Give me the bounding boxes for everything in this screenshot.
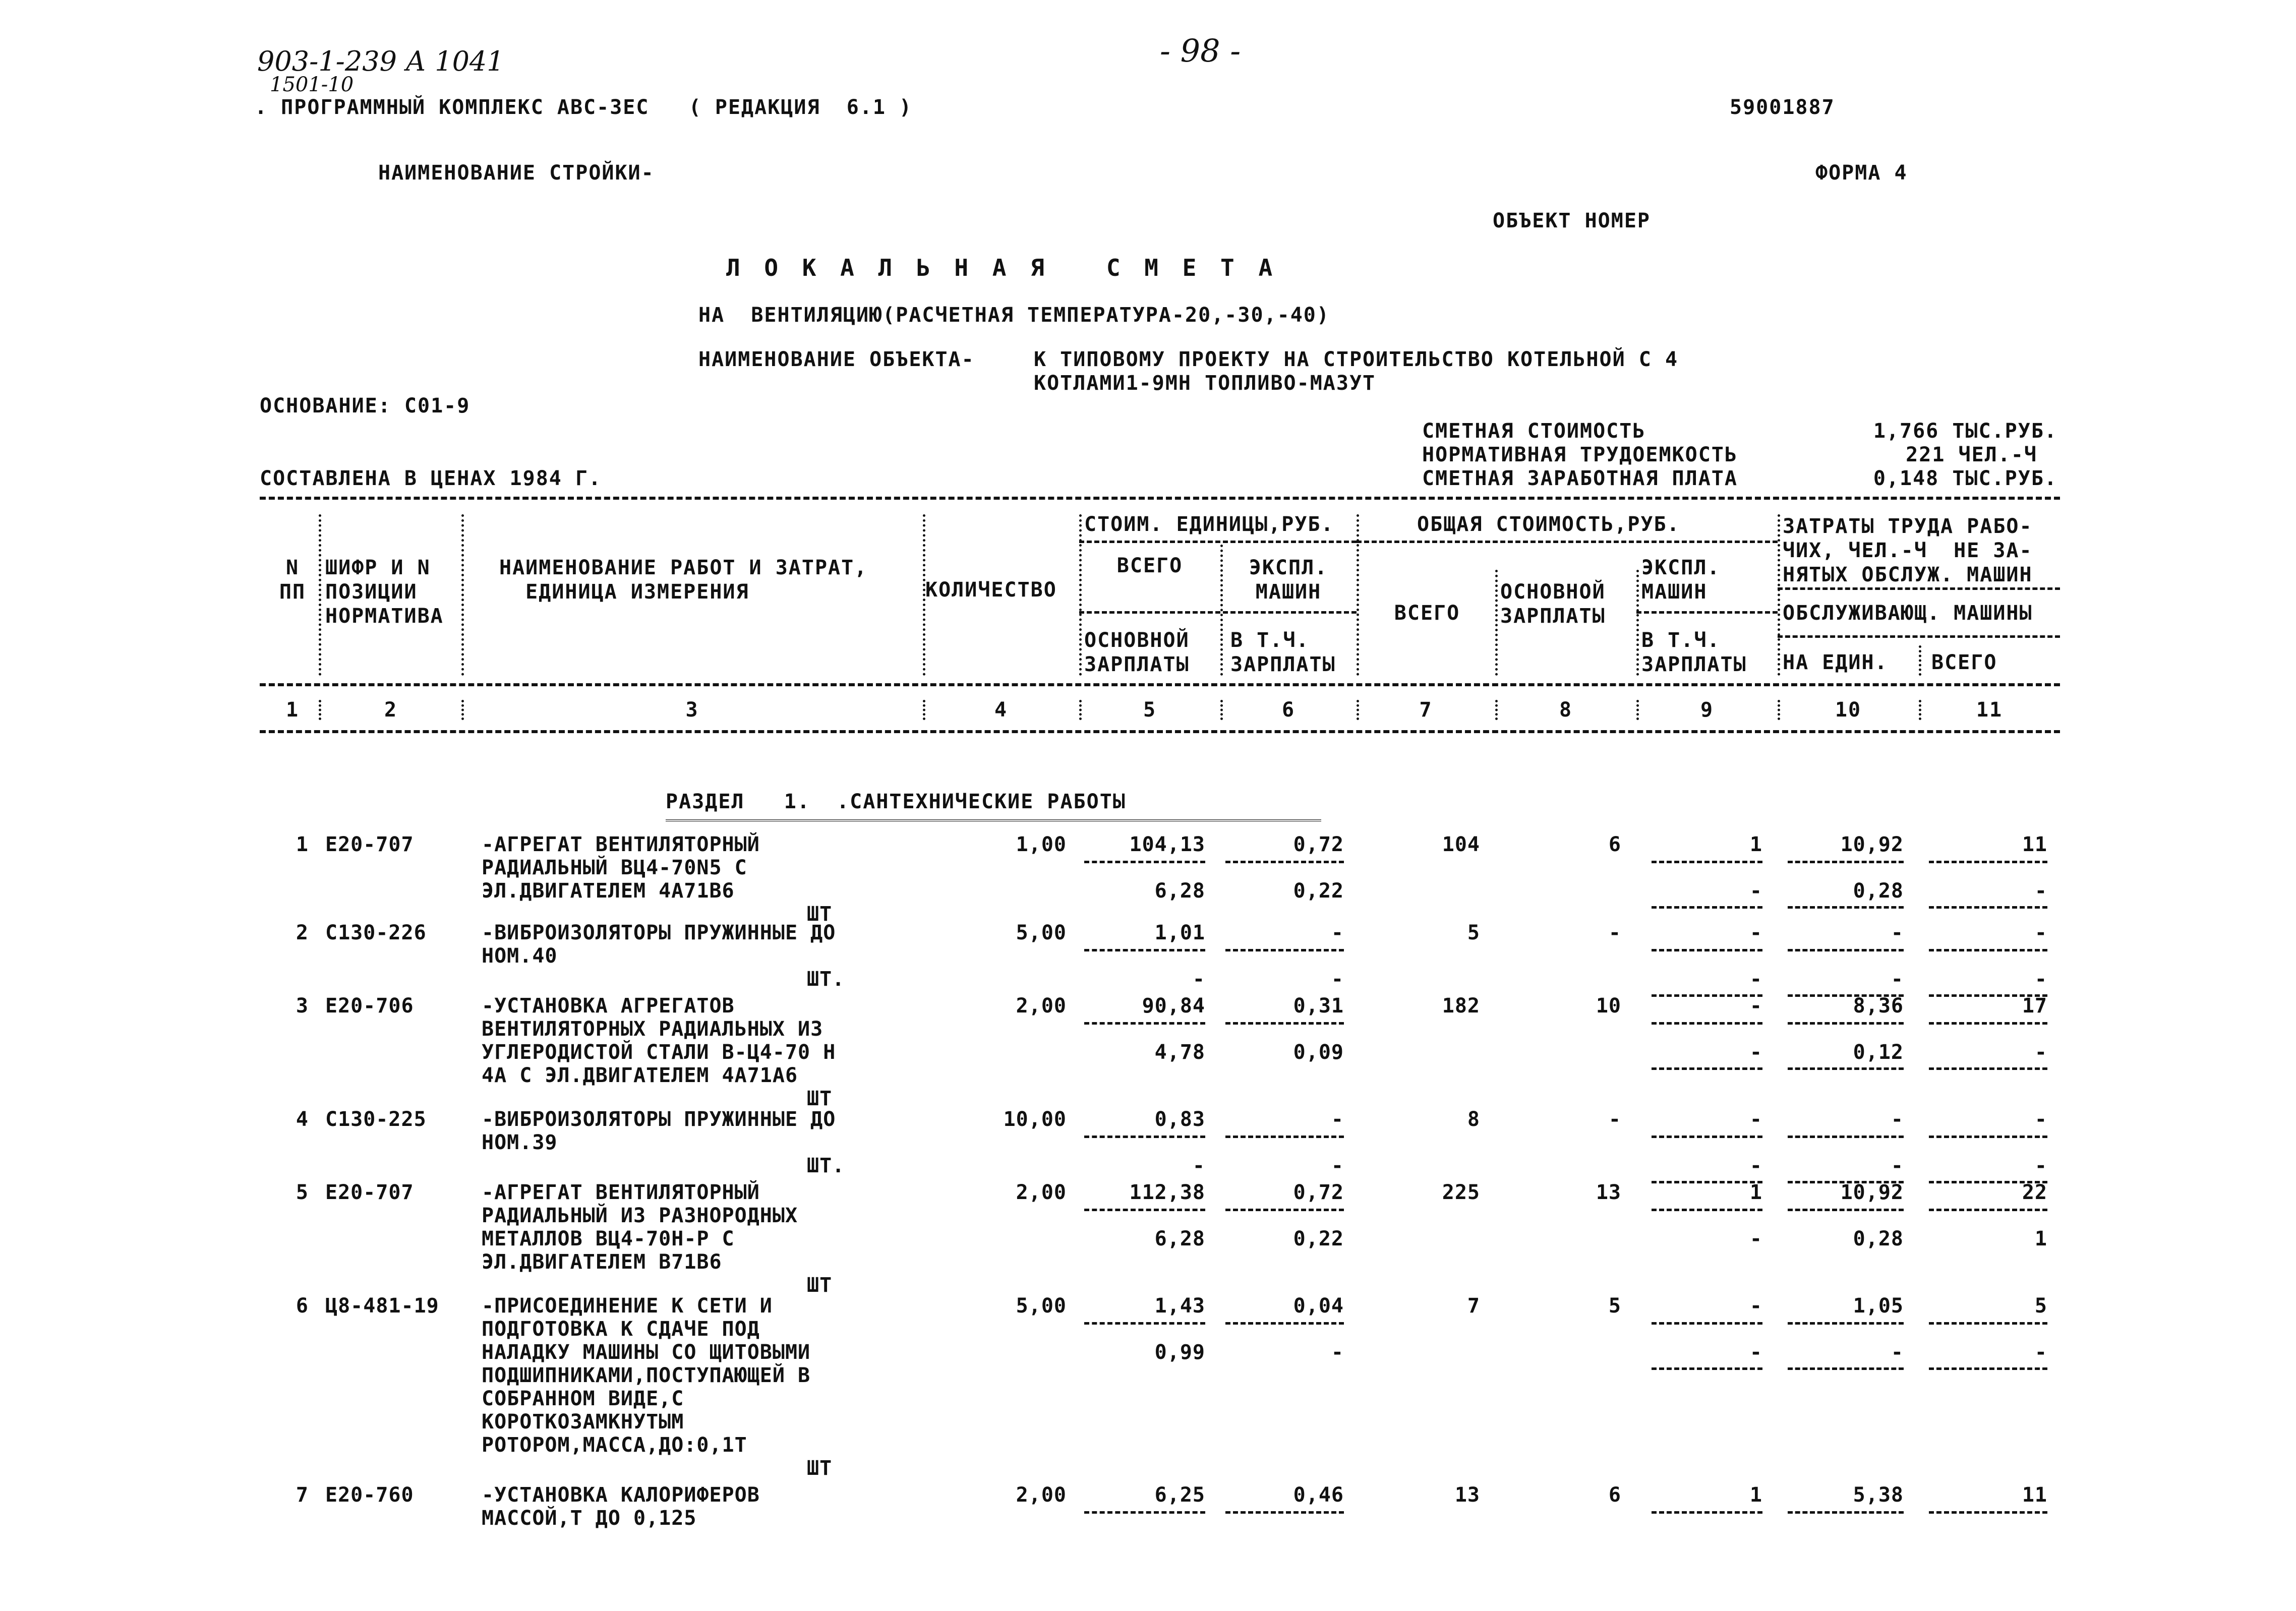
row-cell-underline: [1652, 949, 1762, 951]
header-total-all: ВСЕГО: [1394, 602, 1460, 625]
row-labor-serv-unit: -: [1891, 1154, 1904, 1177]
row-quantity: 2,00: [1016, 994, 1067, 1018]
row-name-line: МАССОЙ,Т ДО 0,125: [482, 1507, 697, 1530]
number-row-separator: [1778, 700, 1780, 720]
row-unit: ШТ.: [807, 968, 845, 991]
row-quantity: 2,00: [1016, 1181, 1067, 1204]
header-bottom-rule: [260, 683, 2060, 686]
object-number-label: ОБЪЕКТ НОМЕР: [1493, 209, 1651, 232]
row-total-mach-wage: -: [1749, 968, 1762, 991]
row-cell-underline: [1225, 1136, 1344, 1138]
column-number: 4: [994, 698, 1008, 722]
row-total: 5: [1467, 921, 1480, 944]
header-separator: [319, 514, 321, 676]
row-unit: ШТ.: [807, 1154, 845, 1177]
row-name-line: НОМ.40: [482, 944, 558, 968]
header-line: [1357, 541, 1778, 543]
row-total: 225: [1442, 1181, 1480, 1204]
row-name-line: -ВИБРОИЗОЛЯТОРЫ ПРУЖИННЫЕ ДО: [482, 1108, 836, 1131]
row-unit-wage: -: [1192, 968, 1205, 991]
number-row-separator: [1636, 700, 1639, 720]
header-labor-group: ЗАТРАТЫ ТРУДА РАБО- ЧИХ, ЧЕЛ.-Ч НЕ ЗА- НЯТЫХ ОБСЛУЖ. МАШИН: [1783, 515, 2033, 586]
document-subtitle: НА ВЕНТИЛЯЦИЮ(РАСЧЕТНАЯ ТЕМПЕРАТУРА-20,-30,-40): [698, 304, 1330, 327]
row-total-mach: -: [1749, 1294, 1762, 1318]
row-labor-unit: 10,92: [1840, 1181, 1904, 1204]
table-top-rule: [260, 497, 2060, 500]
row-cell-underline: [1788, 1322, 1904, 1325]
row-total-wage: -: [1608, 921, 1621, 944]
row-unit-total: 112,38: [1129, 1181, 1205, 1204]
row-unit-wage: -: [1192, 1154, 1205, 1177]
row-labor-unit: 5,38: [1853, 1483, 1904, 1507]
number-row-separator: [1079, 700, 1082, 720]
header-labor-per-unit: НА ЕДИН.: [1783, 651, 1888, 674]
row-code: С130-225: [325, 1108, 427, 1131]
row-unit: ШТ: [807, 1274, 833, 1297]
row-cell-underline: [1225, 1022, 1344, 1025]
row-name-line: ЭЛ.ДВИГАТЕЛЕМ В71В6: [482, 1250, 722, 1274]
row-cell-underline: [1084, 1322, 1205, 1325]
row-unit: ШТ: [807, 1087, 833, 1110]
row-labor-total: 22: [2022, 1181, 2047, 1204]
row-number: 3: [296, 994, 309, 1018]
row-total-wage: 13: [1596, 1181, 1621, 1204]
summary-label-0: СМЕТНАЯ СТОИМОСТЬ: [1422, 420, 1646, 443]
row-name-line: НОМ.39: [482, 1131, 558, 1154]
row-total-wage: 6: [1608, 1483, 1621, 1507]
row-cell-underline: [1084, 1136, 1205, 1138]
row-unit: ШТ: [807, 903, 833, 926]
row-name-line: РАДИАЛЬНЫЙ ВЦ4-70N5 С: [482, 856, 747, 879]
row-unit-total: 6,25: [1154, 1483, 1205, 1507]
header-col4: КОЛИЧЕСТВО: [925, 578, 1057, 602]
row-name-line: -ВИБРОИЗОЛЯТОРЫ ПРУЖИННЫЕ ДО: [482, 921, 836, 944]
row-unit-mach-wage: 0,22: [1293, 1227, 1344, 1250]
header-total-mach: ЭКСПЛ. МАШИН: [1641, 556, 1721, 604]
column-number: 7: [1419, 698, 1433, 722]
numbers-bottom-rule: [260, 730, 2060, 733]
header-line: [1079, 541, 1357, 543]
row-cell-underline: [1084, 1511, 1205, 1514]
row-cell-underline: [1788, 1067, 1904, 1070]
row-cell-underline: [1652, 1022, 1762, 1025]
row-unit-mach: 0,72: [1293, 833, 1344, 856]
row-cell-underline: [1084, 1209, 1205, 1211]
row-unit-total: 90,84: [1142, 994, 1205, 1018]
row-cell-underline: [1929, 906, 2047, 909]
row-quantity: 2,00: [1016, 1483, 1067, 1507]
row-cell-underline: [1084, 1022, 1205, 1025]
row-cell-underline: [1652, 861, 1762, 863]
row-total-wage: 6: [1608, 833, 1621, 856]
header-unit-total: ВСЕГО: [1116, 554, 1183, 577]
row-total: 7: [1467, 1294, 1480, 1318]
row-unit-wage: 4,78: [1154, 1041, 1205, 1064]
number-row-separator: [461, 700, 464, 720]
row-labor-total: -: [2034, 1108, 2047, 1131]
row-cell-underline: [1788, 1022, 1904, 1025]
object-name-line2: КОТЛАМИ1-9МН ТОПЛИВО-МАЗУТ: [1034, 372, 1376, 395]
row-cell-underline: [1929, 1022, 2047, 1025]
row-cell-underline: [1929, 861, 2047, 863]
row-labor-serv-unit: -: [1891, 1341, 1904, 1364]
header-separator: [1919, 645, 1921, 676]
row-cell-underline: [1652, 906, 1762, 909]
row-cell-underline: [1788, 1511, 1904, 1514]
header-separator: [461, 514, 464, 676]
row-unit-total: 0,83: [1154, 1108, 1205, 1131]
row-labor-total: 17: [2022, 994, 2047, 1018]
row-cell-underline: [1929, 1511, 2047, 1514]
row-unit-mach-wage: 0,09: [1293, 1041, 1344, 1064]
row-labor-serv-total: -: [2034, 879, 2047, 903]
row-quantity: 10,00: [1003, 1108, 1067, 1131]
row-labor-serv-total: -: [2034, 1341, 2047, 1364]
header-separator: [1636, 570, 1639, 676]
row-name-line: -УСТАНОВКА АГРЕГАТОВ: [482, 994, 735, 1018]
column-number: 9: [1700, 698, 1714, 722]
row-cell-underline: [1929, 1322, 2047, 1325]
row-cell-underline: [1652, 1067, 1762, 1070]
column-number: 11: [1976, 698, 2003, 722]
header-separator: [1495, 570, 1498, 676]
row-cell-underline: [1788, 906, 1904, 909]
row-unit-mach: 0,46: [1293, 1483, 1344, 1507]
header-col3: НАИМЕНОВАНИЕ РАБОТ И ЗАТРАТ, ЕДИНИЦА ИЗМЕРЕНИЯ: [499, 556, 868, 604]
row-cell-underline: [1652, 1322, 1762, 1325]
row-code: Е20-707: [325, 1181, 414, 1204]
row-cell-underline: [1788, 949, 1904, 951]
row-code: Е20-707: [325, 833, 414, 856]
row-total-mach-wage: -: [1749, 1041, 1762, 1064]
row-quantity: 5,00: [1016, 921, 1067, 944]
row-number: 6: [296, 1294, 309, 1318]
row-cell-underline: [1652, 1209, 1762, 1211]
row-unit: ШТ: [807, 1457, 833, 1480]
row-labor-unit: 1,05: [1853, 1294, 1904, 1318]
header-labor-total: ВСЕГО: [1931, 651, 1997, 674]
header-labor-service: ОБСЛУЖИВАЮЩ. МАШИНЫ: [1783, 602, 2033, 625]
document-title: Л О К А Л Ь Н А Я С М Е Т А: [726, 254, 1278, 281]
row-labor-unit: 10,92: [1840, 833, 1904, 856]
object-name-line1: К ТИПОВОМУ ПРОЕКТУ НА СТРОИТЕЛЬСТВО КОТЕЛЬНОЙ С 4: [1034, 348, 1679, 371]
row-total-mach-wage: -: [1749, 1227, 1762, 1250]
row-name-line: РАДИАЛЬНЫЙ ИЗ РАЗНОРОДНЫХ: [482, 1204, 798, 1227]
row-labor-unit: 8,36: [1853, 994, 1904, 1018]
row-code: Е20-760: [325, 1483, 414, 1507]
header-separator: [1079, 514, 1082, 676]
row-labor-serv-total: 1: [2034, 1227, 2047, 1250]
section-underline: [666, 819, 1321, 821]
row-number: 1: [296, 833, 309, 856]
row-unit-mach: 0,04: [1293, 1294, 1344, 1318]
row-name-line: РОТОРОМ,МАССА,ДО:0,1Т: [482, 1434, 747, 1457]
row-name-line: ПОДГОТОВКА К СДАЧЕ ПОД: [482, 1318, 760, 1341]
row-name-line: МЕТАЛЛОВ ВЦ4-70Н-Р С: [482, 1227, 735, 1250]
header-col2: ШИФР И N ПОЗИЦИИ НОРМАТИВА: [325, 556, 444, 628]
column-number: 5: [1143, 698, 1157, 722]
row-unit-wage: 0,99: [1154, 1341, 1205, 1364]
header-total-cost-group: ОБЩАЯ СТОИМОСТЬ,РУБ.: [1417, 513, 1680, 536]
row-code: С130-226: [325, 921, 427, 944]
row-labor-unit: -: [1891, 921, 1904, 944]
row-cell-underline: [1788, 1209, 1904, 1211]
row-cell-underline: [1929, 949, 2047, 951]
row-quantity: 5,00: [1016, 1294, 1067, 1318]
column-number: 10: [1835, 698, 1862, 722]
row-total-wage: 10: [1596, 994, 1621, 1018]
row-name-line: -АГРЕГАТ ВЕНТИЛЯТОРНЫЙ: [482, 1181, 760, 1204]
header-total-basic-wage: ОСНОВНОЙ ЗАРПЛАТЫ: [1500, 580, 1606, 628]
header-separator: [1220, 545, 1223, 676]
header-line: [1778, 635, 2060, 638]
header-unit-incl-wage: В Т.Ч. ЗАРПЛАТЫ: [1230, 629, 1336, 676]
number-row-separator: [1919, 700, 1921, 720]
header-unit-basic-wage: ОСНОВНОЙ ЗАРПЛАТЫ: [1084, 629, 1190, 676]
row-name-line: 4А С ЭЛ.ДВИГАТЕЛЕМ 4А71А6: [482, 1064, 798, 1087]
row-cell-underline: [1225, 949, 1344, 951]
row-total-mach-wage: -: [1749, 1154, 1762, 1177]
row-number: 4: [296, 1108, 309, 1131]
row-labor-total: 5: [2034, 1294, 2047, 1318]
header-unit-mach: ЭКСПЛ. МАШИН: [1249, 556, 1328, 604]
row-name-line: КОРОТКОЗАМКНУТЫМ: [482, 1410, 684, 1434]
section-title: РАЗДЕЛ 1. .САНТЕХНИЧЕСКИЕ РАБОТЫ: [666, 790, 1126, 813]
row-labor-total: 11: [2022, 1483, 2047, 1507]
row-cell-underline: [1225, 861, 1344, 863]
construction-name-label: НАИМЕНОВАНИЕ СТРОЙКИ-: [378, 161, 655, 185]
prices-basis: СОСТАВЛЕНА В ЦЕНАХ 1984 Г.: [260, 467, 602, 490]
program-name: . ПРОГРАММНЫЙ КОМПЛЕКС АВС-3ЕС ( РЕДАКЦИЯ 6.1 ): [255, 96, 913, 119]
row-unit-total: 104,13: [1129, 833, 1205, 856]
row-quantity: 1,00: [1016, 833, 1067, 856]
number-row-separator: [1495, 700, 1498, 720]
header-line: [1636, 611, 1778, 614]
row-name-line: ПОДШИПНИКАМИ,ПОСТУПАЮЩЕЙ В: [482, 1364, 811, 1387]
header-total-incl-wage: В Т.Ч. ЗАРПЛАТЫ: [1641, 629, 1747, 676]
basis: ОСНОВАНИЕ: С01-9: [260, 394, 470, 417]
row-unit-mach: 0,31: [1293, 994, 1344, 1018]
row-code: Е20-706: [325, 994, 414, 1018]
header-col1: N ПП: [279, 556, 306, 604]
row-cell-underline: [1652, 1367, 1762, 1370]
row-unit-mach-wage: -: [1331, 968, 1344, 991]
row-cell-underline: [1788, 1136, 1904, 1138]
row-number: 2: [296, 921, 309, 944]
row-total-mach: -: [1749, 994, 1762, 1018]
row-labor-total: 11: [2022, 833, 2047, 856]
summary-value-2: 0,148 ТЫС.РУБ.: [1873, 467, 2057, 490]
column-number: 2: [384, 698, 398, 722]
row-total: 13: [1454, 1483, 1480, 1507]
row-name-line: СОБРАННОМ ВИДЕ,С: [482, 1387, 684, 1410]
row-cell-underline: [1929, 1067, 2047, 1070]
summary-value-0: 1,766 ТЫС.РУБ.: [1873, 420, 2057, 443]
row-cell-underline: [1225, 1209, 1344, 1211]
row-labor-total: -: [2034, 921, 2047, 944]
row-code: Ц8-481-19: [325, 1294, 439, 1318]
row-cell-underline: [1084, 949, 1205, 951]
row-cell-underline: [1929, 1367, 2047, 1370]
row-total-mach: 1: [1749, 1181, 1762, 1204]
row-name-line: -АГРЕГАТ ВЕНТИЛЯТОРНЫЙ: [482, 833, 760, 856]
row-unit-total: 1,01: [1154, 921, 1205, 944]
number-row-separator: [1357, 700, 1359, 720]
row-name-line: -УСТАНОВКА КАЛОРИФЕРОВ: [482, 1483, 760, 1507]
row-number: 7: [296, 1483, 309, 1507]
row-total-wage: -: [1608, 1108, 1621, 1131]
row-total-wage: 5: [1608, 1294, 1621, 1318]
row-labor-serv-total: -: [2034, 968, 2047, 991]
row-labor-serv-total: -: [2034, 1154, 2047, 1177]
row-total: 182: [1442, 994, 1480, 1018]
row-labor-serv-unit: 0,28: [1853, 879, 1904, 903]
handwritten-code-2: 1501-10: [270, 73, 354, 96]
column-number: 6: [1281, 698, 1296, 722]
row-unit-mach-wage: -: [1331, 1341, 1344, 1364]
row-cell-underline: [1929, 1136, 2047, 1138]
summary-value-1: 221 ЧЕЛ.-Ч: [1906, 443, 2037, 466]
handwritten-code-1: 903-1-239 А 1041: [257, 45, 504, 77]
row-cell-underline: [1929, 1209, 2047, 1211]
number-row-separator: [319, 700, 321, 720]
row-labor-serv-unit: -: [1891, 968, 1904, 991]
header-separator: [1357, 514, 1359, 676]
column-number: 3: [685, 698, 699, 722]
column-number: 1: [285, 698, 300, 722]
row-total-mach-wage: -: [1749, 879, 1762, 903]
row-unit-mach: -: [1331, 921, 1344, 944]
row-total: 8: [1467, 1108, 1480, 1131]
row-name-line: -ПРИСОЕДИНЕНИЕ К СЕТИ И: [482, 1294, 773, 1318]
header-line: [1778, 587, 2060, 590]
summary-label-1: НОРМАТИВНАЯ ТРУДОЕМКОСТЬ: [1422, 443, 1738, 466]
form-label: ФОРМА 4: [1815, 161, 1908, 185]
row-total-mach: -: [1749, 1108, 1762, 1131]
column-number: 8: [1559, 698, 1573, 722]
header-line: [1079, 611, 1357, 614]
row-unit-total: 1,43: [1154, 1294, 1205, 1318]
row-unit-mach-wage: -: [1331, 1154, 1344, 1177]
row-unit-mach: -: [1331, 1108, 1344, 1131]
row-total-mach: 1: [1749, 1483, 1762, 1507]
row-unit-wage: 6,28: [1154, 1227, 1205, 1250]
number-row-separator: [923, 700, 925, 720]
row-name-line: ЭЛ.ДВИГАТЕЛЕМ 4А71В6: [482, 879, 735, 903]
row-number: 5: [296, 1181, 309, 1204]
row-cell-underline: [1652, 1136, 1762, 1138]
row-total-mach-wage: -: [1749, 1341, 1762, 1364]
summary-label-2: СМЕТНАЯ ЗАРАБОТНАЯ ПЛАТА: [1422, 467, 1738, 490]
row-cell-underline: [1084, 861, 1205, 863]
header-unit-cost-group: СТОИМ. ЕДИНИЦЫ,РУБ.: [1084, 513, 1334, 536]
row-unit-mach-wage: 0,22: [1293, 879, 1344, 903]
row-name-line: ВЕНТИЛЯТОРНЫХ РАДИАЛЬНЫХ ИЗ: [482, 1018, 823, 1041]
row-name-line: НАЛАДКУ МАШИНЫ СО ЩИТОВЫМИ: [482, 1341, 811, 1364]
header-separator: [1778, 514, 1780, 676]
row-total: 104: [1442, 833, 1480, 856]
page-number: - 98 -: [1160, 32, 1241, 69]
row-labor-unit: -: [1891, 1108, 1904, 1131]
row-total-mach: -: [1749, 921, 1762, 944]
row-cell-underline: [1788, 1367, 1904, 1370]
row-labor-serv-total: -: [2034, 1041, 2047, 1064]
row-cell-underline: [1225, 1511, 1344, 1514]
row-labor-serv-unit: 0,12: [1853, 1041, 1904, 1064]
row-unit-mach: 0,72: [1293, 1181, 1344, 1204]
row-cell-underline: [1225, 1322, 1344, 1325]
row-cell-underline: [1788, 861, 1904, 863]
row-name-line: УГЛЕРОДИСТОЙ СТАЛИ В-Ц4-70 Н: [482, 1041, 836, 1064]
row-labor-serv-unit: 0,28: [1853, 1227, 1904, 1250]
object-name-label: НАИМЕНОВАНИЕ ОБЪЕКТА-: [698, 348, 975, 371]
row-unit-wage: 6,28: [1154, 879, 1205, 903]
document-number: 59001887: [1730, 96, 1835, 119]
number-row-separator: [1220, 700, 1223, 720]
row-cell-underline: [1652, 1511, 1762, 1514]
row-total-mach: 1: [1749, 833, 1762, 856]
